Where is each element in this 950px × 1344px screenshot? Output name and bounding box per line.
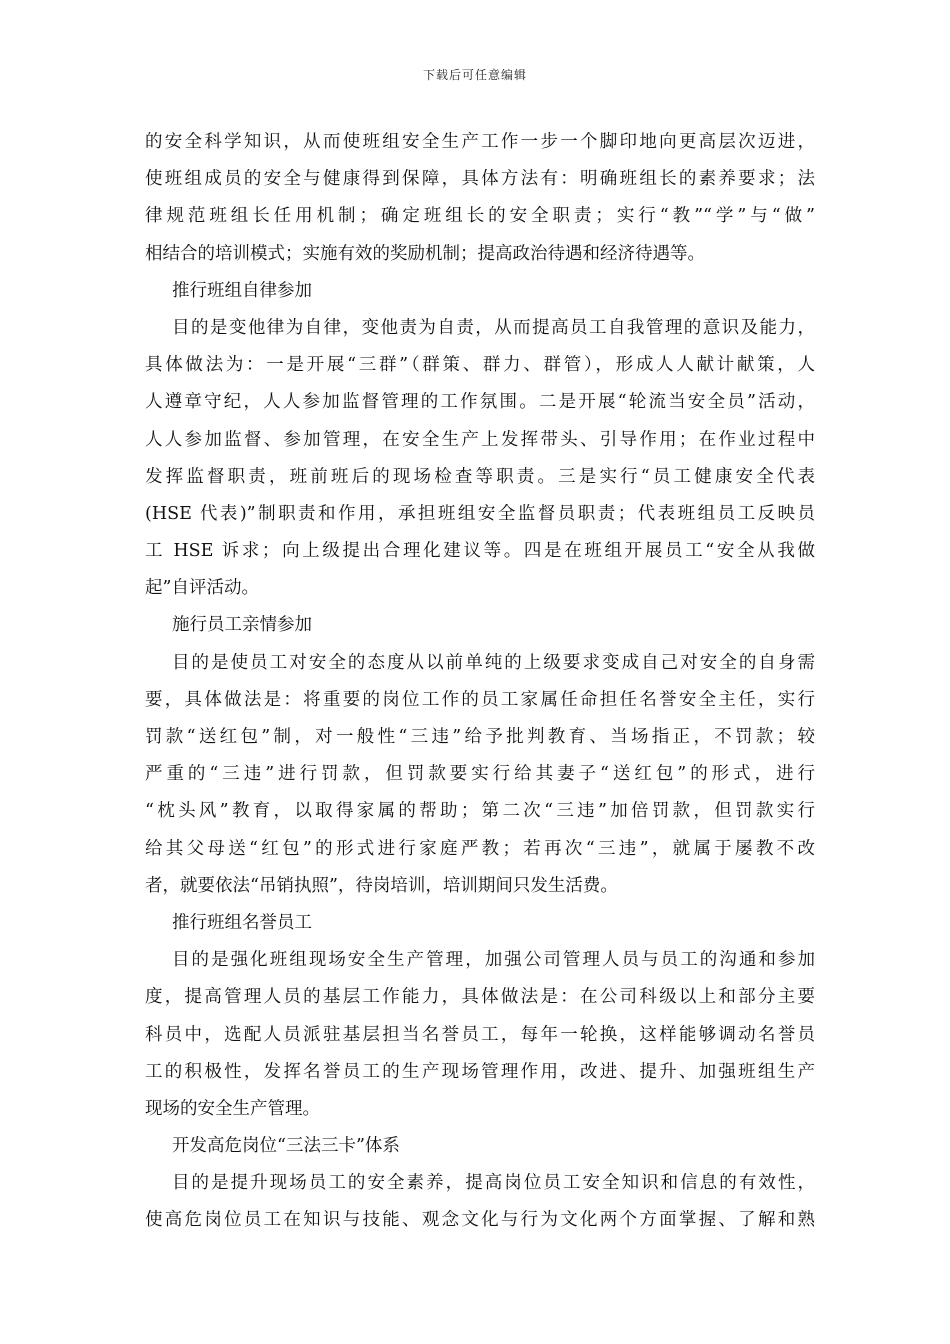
body-line: (HSE 代表)”制职责和作用，承担班组安全监督员职责；代表班组员工反映员 [145,503,815,524]
body-line: 科员中，选配人员派驻基层担当名誉员工，每年一轮换，这样能够调动名誉员 [145,1024,815,1045]
body-line: 目的是强化班组现场安全生产管理，加强公司管理人员与员工的沟通和参加 [172,950,815,971]
body-line: 给其父母送“红包”的形式进行家庭严教；若再次“三违”，就属于屡教不改 [145,838,815,859]
body-line: 人遵章守纪，人人参加监督管理的工作氛围。二是开展“轮流当安全员”活动， [145,392,815,413]
body-line: 使班组成员的安全与健康得到保障，具体方法有：明确班组长的素养要求；法 [145,169,815,190]
document-body [145,124,815,1240]
body-line: 具体做法为：一是开展“三群”（群策、群力、群管），形成人人献计献策，人 [145,355,815,376]
body-line: 人人参加监督、参加管理，在安全生产上发挥带头、引导作用；在作业过程中 [145,429,815,450]
body-line: “枕头风”教育，以取得家属的帮助；第二次“三违”加倍罚款，但罚款实行 [145,801,815,822]
page-header: 下载后可任意编辑 [422,68,527,82]
body-line: 使高危岗位员工在知识与技能、观念文化与行为文化两个方面掌握、了解和熟 [145,1210,815,1231]
body-line: 目的是使员工对安全的态度从以前单纯的上级要求变成自己对安全的自身需 [172,652,815,673]
section-heading: 开发高危岗位“三法三卡”体系 [172,1136,400,1157]
body-line: 工的积极性，发挥名誉员工的生产现场管理作用，改进、提升、加强班组生产 [145,1061,815,1082]
body-line: 现场的安全生产管理。 [145,1098,320,1119]
body-line: 律规范班组长任用机制；确定班组长的安全职责；实行“教”“学”与“做” [145,206,815,227]
body-line: 目的是提升现场员工的安全素养，提高岗位员工安全知识和信息的有效性， [172,1173,815,1194]
body-line: 要，具体做法是：将重要的岗位工作的员工家属任命担任名誉安全主任，实行 [145,689,815,710]
section-heading: 推行班组自律参加 [172,280,312,301]
body-line: 起”自评活动。 [145,578,259,599]
body-line: 度，提高管理人员的基层工作能力，具体做法是：在公司科级以上和部分主要 [145,987,815,1008]
section-heading: 施行员工亲情参加 [172,615,312,636]
body-line: 罚款“送红包”制，对一般性“三违”给予批判教育、当场指正，不罚款；较 [145,727,815,747]
body-line: 发挥监督职责，班前班后的现场检查等职责。三是实行“员工健康安全代表 [145,466,815,487]
body-line: 工 HSE 诉求；向上级提出合理化建议等。四是在班组开展员工“安全从我做 [145,541,815,562]
body-line: 的安全科学知识，从而使班组安全生产工作一步一个脚印地向更高层次迈进， [145,132,815,152]
body-line: 目的是变他律为自律，变他责为自责，从而提高员工自我管理的意识及能力， [172,317,815,338]
body-line: 相结合的培训模式；实施有效的奖励机制；提高政治待遇和经济待遇等。 [145,243,705,264]
body-line: 者，就要依法“吊销执照”，待岗培训，培训期间只发生活费。 [145,875,618,896]
section-heading: 推行班组名誉员工 [172,912,312,933]
body-line: 严重的“三违”进行罚款，但罚款要实行给其妻子“送红包”的形式，进行 [145,764,815,785]
